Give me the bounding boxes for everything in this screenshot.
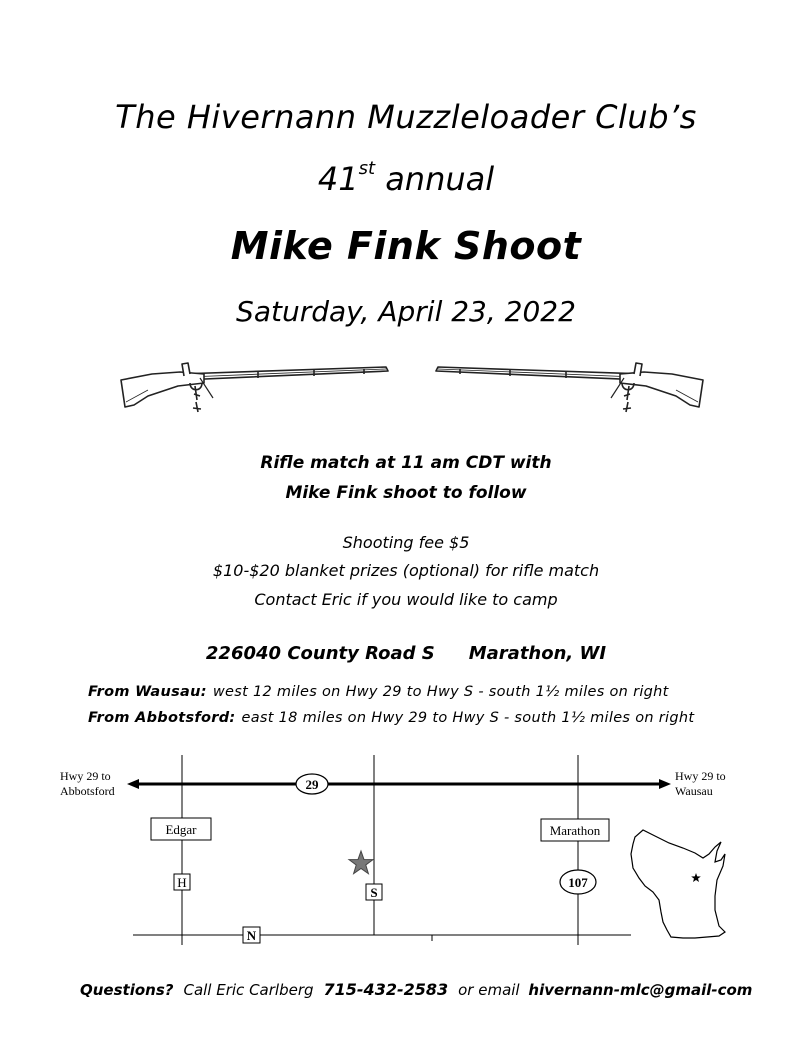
location-map — [55, 750, 755, 950]
schedule-line-1: Rifle match at 11 am CDT with — [260, 453, 552, 473]
edition-word: annual — [385, 160, 495, 198]
event-date: Saturday, April 23, 2022 — [236, 295, 576, 328]
blanket-prizes: $10-$20 blanket prizes (optional) for rifle match — [212, 561, 600, 580]
east-label-2: Wausau — [675, 784, 713, 798]
road-s-label: S — [370, 885, 378, 900]
schedule-line-2: Mike Fink shoot to follow — [285, 483, 527, 503]
town-edgar: Edgar — [165, 822, 197, 837]
event-title: Mike Fink Shoot — [230, 224, 582, 268]
road-n-label: N — [246, 928, 257, 943]
edition-number: 41 — [317, 160, 359, 198]
directions-text: west 12 miles on Hwy 29 to Hwy S - south 1½ miles on right — [212, 684, 669, 700]
questions-label: Questions? — [80, 981, 174, 999]
arrow-right-icon — [659, 779, 671, 789]
directions-text: east 18 miles on Hwy 29 to Hwy S - south 1½ miles on right — [241, 710, 695, 726]
flintlock-rifle-icon — [118, 350, 390, 422]
wisconsin-outline-icon — [631, 830, 725, 938]
club-title: The Hivernann Muzzleloader Club’s — [115, 98, 697, 136]
email-address: hivernann-mlc@gmail-com — [528, 981, 753, 999]
directions-from-label: From Wausau: — [88, 684, 207, 700]
directions-wausau — [88, 684, 669, 700]
directions-abbotsford — [88, 710, 694, 726]
arrow-left-icon — [127, 779, 139, 789]
street-address: 226040 County Road S — [205, 643, 435, 664]
edition-suffix: st — [358, 158, 376, 180]
east-label-1: Hwy 29 to — [675, 769, 726, 783]
edition-line — [0, 160, 812, 198]
hwy-107-label: 107 — [568, 875, 588, 890]
directions-from-label: From Abbotsford: — [88, 710, 236, 726]
flintlock-rifle-icon — [434, 350, 706, 422]
camping-note: Contact Eric if you would like to camp — [254, 590, 558, 609]
call-text: Call Eric Carlberg — [183, 981, 314, 999]
star-icon — [349, 851, 373, 874]
address-line — [0, 643, 812, 664]
west-label-2: Abbotsford — [60, 784, 115, 798]
phone-number: 715-432-2583 — [323, 980, 449, 999]
road-h-label: H — [177, 875, 187, 890]
contact-line — [80, 980, 752, 999]
town-marathon: Marathon — [549, 823, 601, 838]
city-state: Marathon, WI — [468, 643, 607, 664]
shooting-fee: Shooting fee $5 — [342, 533, 470, 552]
or-email-text: or email — [458, 981, 520, 999]
hwy-29-label: 29 — [305, 777, 319, 792]
west-label-1: Hwy 29 to — [60, 769, 111, 783]
